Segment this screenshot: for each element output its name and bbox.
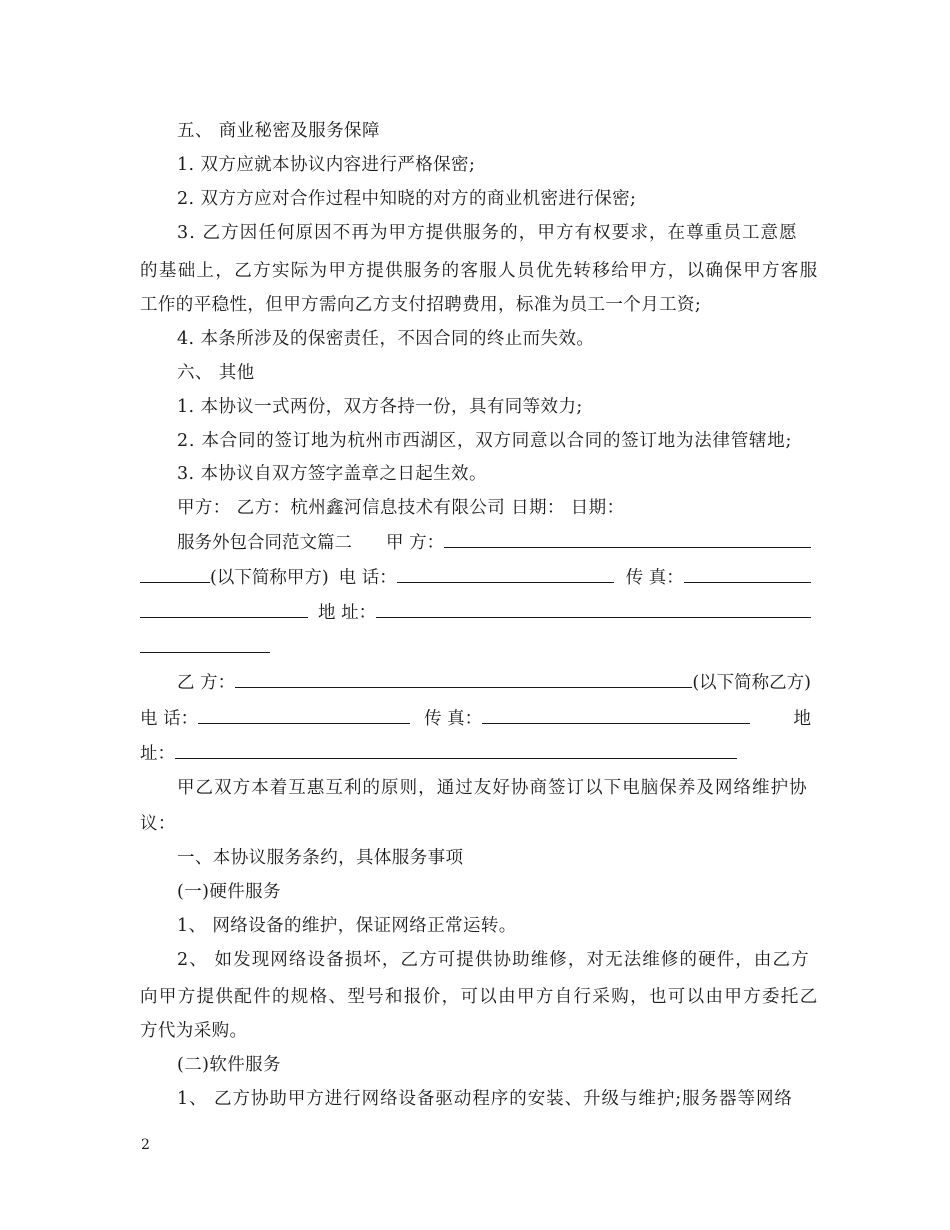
party-b-abbr: (以下简称乙方) (692, 673, 811, 693)
party-a-label: 甲 方： (386, 533, 445, 553)
form-row-b-address (140, 741, 737, 766)
page-number: 2 (141, 1137, 150, 1153)
paragraph-line: 2. 本合同的签订地为杭州市西湖区，双方同意以合同的签订地为法律管辖地; (177, 431, 793, 451)
section-heading: 六、 其他 (177, 363, 255, 383)
fax-label-b: 传 真： (424, 709, 483, 729)
address-label-b-part1: 地 (793, 709, 811, 729)
paragraph-line: 2. 双方方应对合作过程中知晓的对方的商业机密进行保密; (177, 189, 637, 209)
phone-label-b: 电 话： (140, 709, 199, 729)
form-row-party-a (177, 530, 811, 555)
form-row-phone-fax (140, 565, 811, 590)
address-label: 地 址： (318, 603, 377, 623)
paragraph-line: 1. 本协议一式两份，双方各持一份，具有同等效力; (177, 397, 583, 417)
party-b-label: 乙 方： (177, 673, 236, 693)
fax-label: 传 真： (625, 568, 684, 588)
party-a-abbr: (以下简称甲方) (210, 568, 329, 588)
subsection-heading: (一)硬件服务 (177, 882, 281, 902)
party-b-blank (235, 670, 692, 688)
paragraph-line: 2、 如发现网络设备损坏，乙方可提供协助维修，对无法维修的硬件，由乙方 (177, 950, 810, 970)
address-blank-cont (140, 635, 270, 653)
phone-blank (397, 565, 614, 583)
party-a-blank-cont (140, 565, 210, 583)
address-blank (376, 600, 811, 618)
form-title: 服务外包合同范文篇二 (177, 533, 352, 553)
address-label-b-part2: 址： (140, 744, 175, 764)
phone-blank-b (198, 706, 410, 724)
paragraph-line: 甲乙双方本着互惠互利的原则，通过友好协商签订以下电脑保养及网络维护协 (177, 778, 808, 798)
paragraph-text: 3. 乙方因任何原因不再为甲方提供服务的，甲方有权要求，在尊重员工意愿 (177, 223, 798, 243)
form-row-party-b (177, 670, 811, 695)
subsection-heading: (二)软件服务 (177, 1055, 281, 1075)
address-blank-b (175, 741, 737, 759)
section-heading: 五、 商业秘密及服务保障 (177, 121, 380, 141)
paragraph-line: 的基础上，乙方实际为甲方提供服务的客服人员优先转移给甲方，以确保甲方客服 (140, 261, 819, 281)
paragraph-line: 3. 本协议自双方签字盖章之日起生效。 (177, 464, 487, 484)
fax-blank-cont (140, 600, 308, 618)
party-a-blank (444, 530, 811, 548)
paragraph-line: 议： (140, 814, 176, 834)
form-row-address-cont (140, 635, 270, 653)
form-row-b-phone-fax (140, 706, 811, 731)
paragraph-line: 1、 乙方协助甲方进行网络设备驱动程序的安装、升级与维护;服务器等网络 (177, 1089, 793, 1109)
fax-blank (684, 565, 811, 583)
paragraph-line: 方代为采购。 (140, 1021, 248, 1041)
paragraph-line: 1、 网络设备的维护，保证网络正常运转。 (177, 916, 517, 936)
fax-blank-b (482, 706, 750, 724)
paragraph-line: 4. 本条所涉及的保密责任，不因合同的终止而失效。 (177, 329, 595, 349)
signature-line: 甲方： 乙方：杭州鑫河信息技术有限公司 日期： 日期： (177, 498, 625, 518)
section-heading: 一、本协议服务条约，具体服务事项 (177, 848, 464, 868)
phone-label: 电 话： (338, 568, 397, 588)
paragraph-line: 工作的平稳性，但甲方需向乙方支付招聘费用，标准为员工一个月工资; (140, 295, 702, 315)
paragraph-line: 1. 双方应就本协议内容进行严格保密; (177, 155, 476, 175)
paragraph-line (177, 221, 811, 245)
form-row-address (140, 600, 811, 625)
paragraph-line: 向甲方提供配件的规格、型号和报价，可以由甲方自行采购，也可以由甲方委托乙 (140, 987, 819, 1007)
